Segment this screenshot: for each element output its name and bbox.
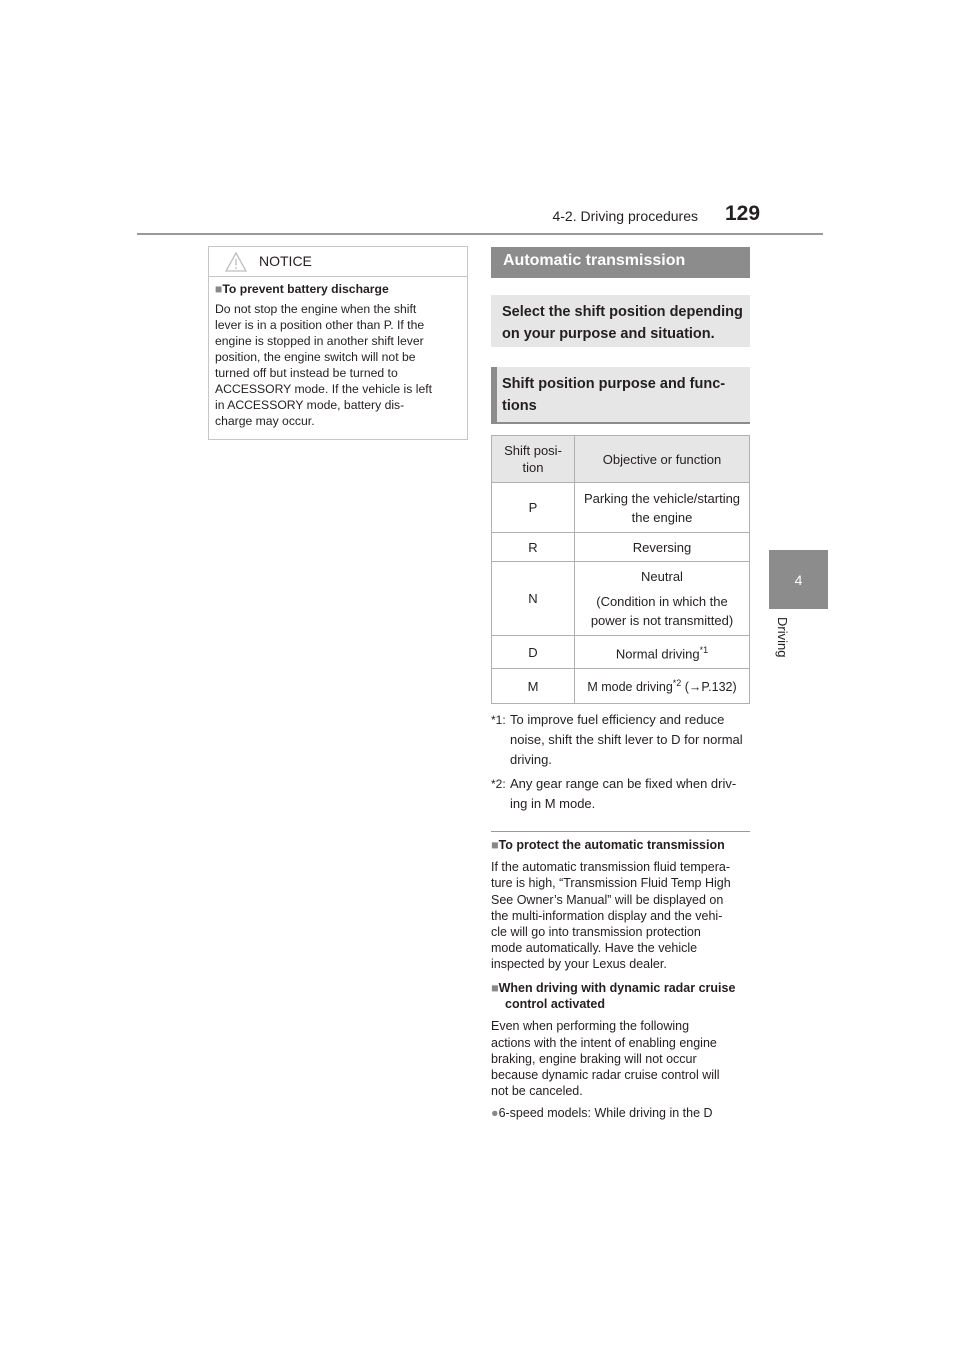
table-header-row <box>492 436 750 483</box>
notice-line: ACCESSORY mode. If the vehicle is left <box>215 382 432 396</box>
cell-position: M <box>492 669 575 704</box>
table-row <box>492 669 750 704</box>
chapter-label <box>772 617 826 677</box>
cell-function: Parking the vehicle/starting the engine <box>575 483 750 533</box>
notice-line: engine is stopped in another shift lever <box>215 334 424 348</box>
notice-line: Do not stop the engine when the shift <box>215 302 417 316</box>
intro-box: Select the shift position depending on your purpose and situation. <box>491 295 750 347</box>
radar-section: ■When driving with dynamic radar cruise control activated Even when performing the following actions with the intent of enabling engine braking, engine braking will not occur because dynamic radar cruise control will not be canceled. ●6-speed models: While driving in the D <box>491 980 753 1122</box>
table-row <box>492 636 750 669</box>
radar-title: ■When driving with dynamic radar cruise control activated <box>491 981 736 1012</box>
footnote-1: *1: To improve fuel efficiency and reduce noise, shift the shift lever to D for normal driving. <box>491 712 743 767</box>
notice-subtitle: ■To prevent battery discharge <box>215 282 389 296</box>
cell-position: P <box>492 483 575 533</box>
bullet-item: ●6-speed models: While driving in the D <box>491 1106 713 1121</box>
footnote-2: *2: Any gear range can be fixed when driv- ing in M mode. <box>491 776 737 811</box>
header-rule <box>137 233 823 235</box>
col-objective: Objective or function <box>575 436 750 483</box>
notice-title: NOTICE <box>259 253 312 269</box>
square-bullet-icon: ■ <box>215 282 223 296</box>
protect-title: ■To protect the automatic transmission <box>491 838 725 852</box>
chapter-number: 4 <box>794 571 803 588</box>
square-bullet-icon: ■ <box>491 981 499 995</box>
col-shift-position: Shift posi- tion <box>492 436 575 483</box>
cell-position: D <box>492 636 575 669</box>
cell-position: R <box>492 533 575 562</box>
cell-function: Neutral (Condition in which the power is not transmitted) <box>575 562 750 636</box>
subsection-title: Shift position purpose and func- tions <box>491 367 750 424</box>
page-number: 129 <box>725 202 761 225</box>
cell-function: Normal driving$^{*1}$ <box>575 636 750 669</box>
notice-body <box>209 277 467 429</box>
notice-line: position, the engine switch will not be <box>215 350 416 364</box>
header-section-title: 4-2. Driving procedures <box>552 208 698 224</box>
notice-line: turned off but instead be turned to <box>215 366 398 380</box>
notice-line: charge may occur. <box>215 414 315 428</box>
square-bullet-icon: ■ <box>491 838 499 852</box>
cell-function: M mode driving$^{*2}$ (→P.132) <box>575 669 750 704</box>
section-divider <box>491 831 750 832</box>
notice-box <box>208 246 468 440</box>
section-title: Automatic transmission <box>491 247 750 278</box>
table-row <box>492 533 750 562</box>
notice-line: lever is in a position other than P. If the <box>215 318 425 332</box>
shift-position-table <box>491 435 750 704</box>
warning-triangle-icon <box>225 252 247 272</box>
notice-header <box>209 247 467 277</box>
circle-bullet-icon: ● <box>491 1106 499 1121</box>
cell-position: N <box>492 562 575 636</box>
table-row <box>492 562 750 636</box>
chapter-label-text: Driving <box>775 617 790 658</box>
cell-function: Reversing <box>575 533 750 562</box>
chapter-tab <box>769 550 828 609</box>
table-row <box>492 483 750 533</box>
notice-line: in ACCESSORY mode, battery dis- <box>215 398 405 412</box>
protect-section: ■To protect the automatic transmission If the automatic transmission fluid tempera- ture is high, “Transmission Fluid Temp High See Owner’s Manual” will be displayed on the multi-information display and the vehi- cle will go into transmission protection mode automatically. Have the vehicle inspected by your Lexus dealer. <box>491 837 753 973</box>
